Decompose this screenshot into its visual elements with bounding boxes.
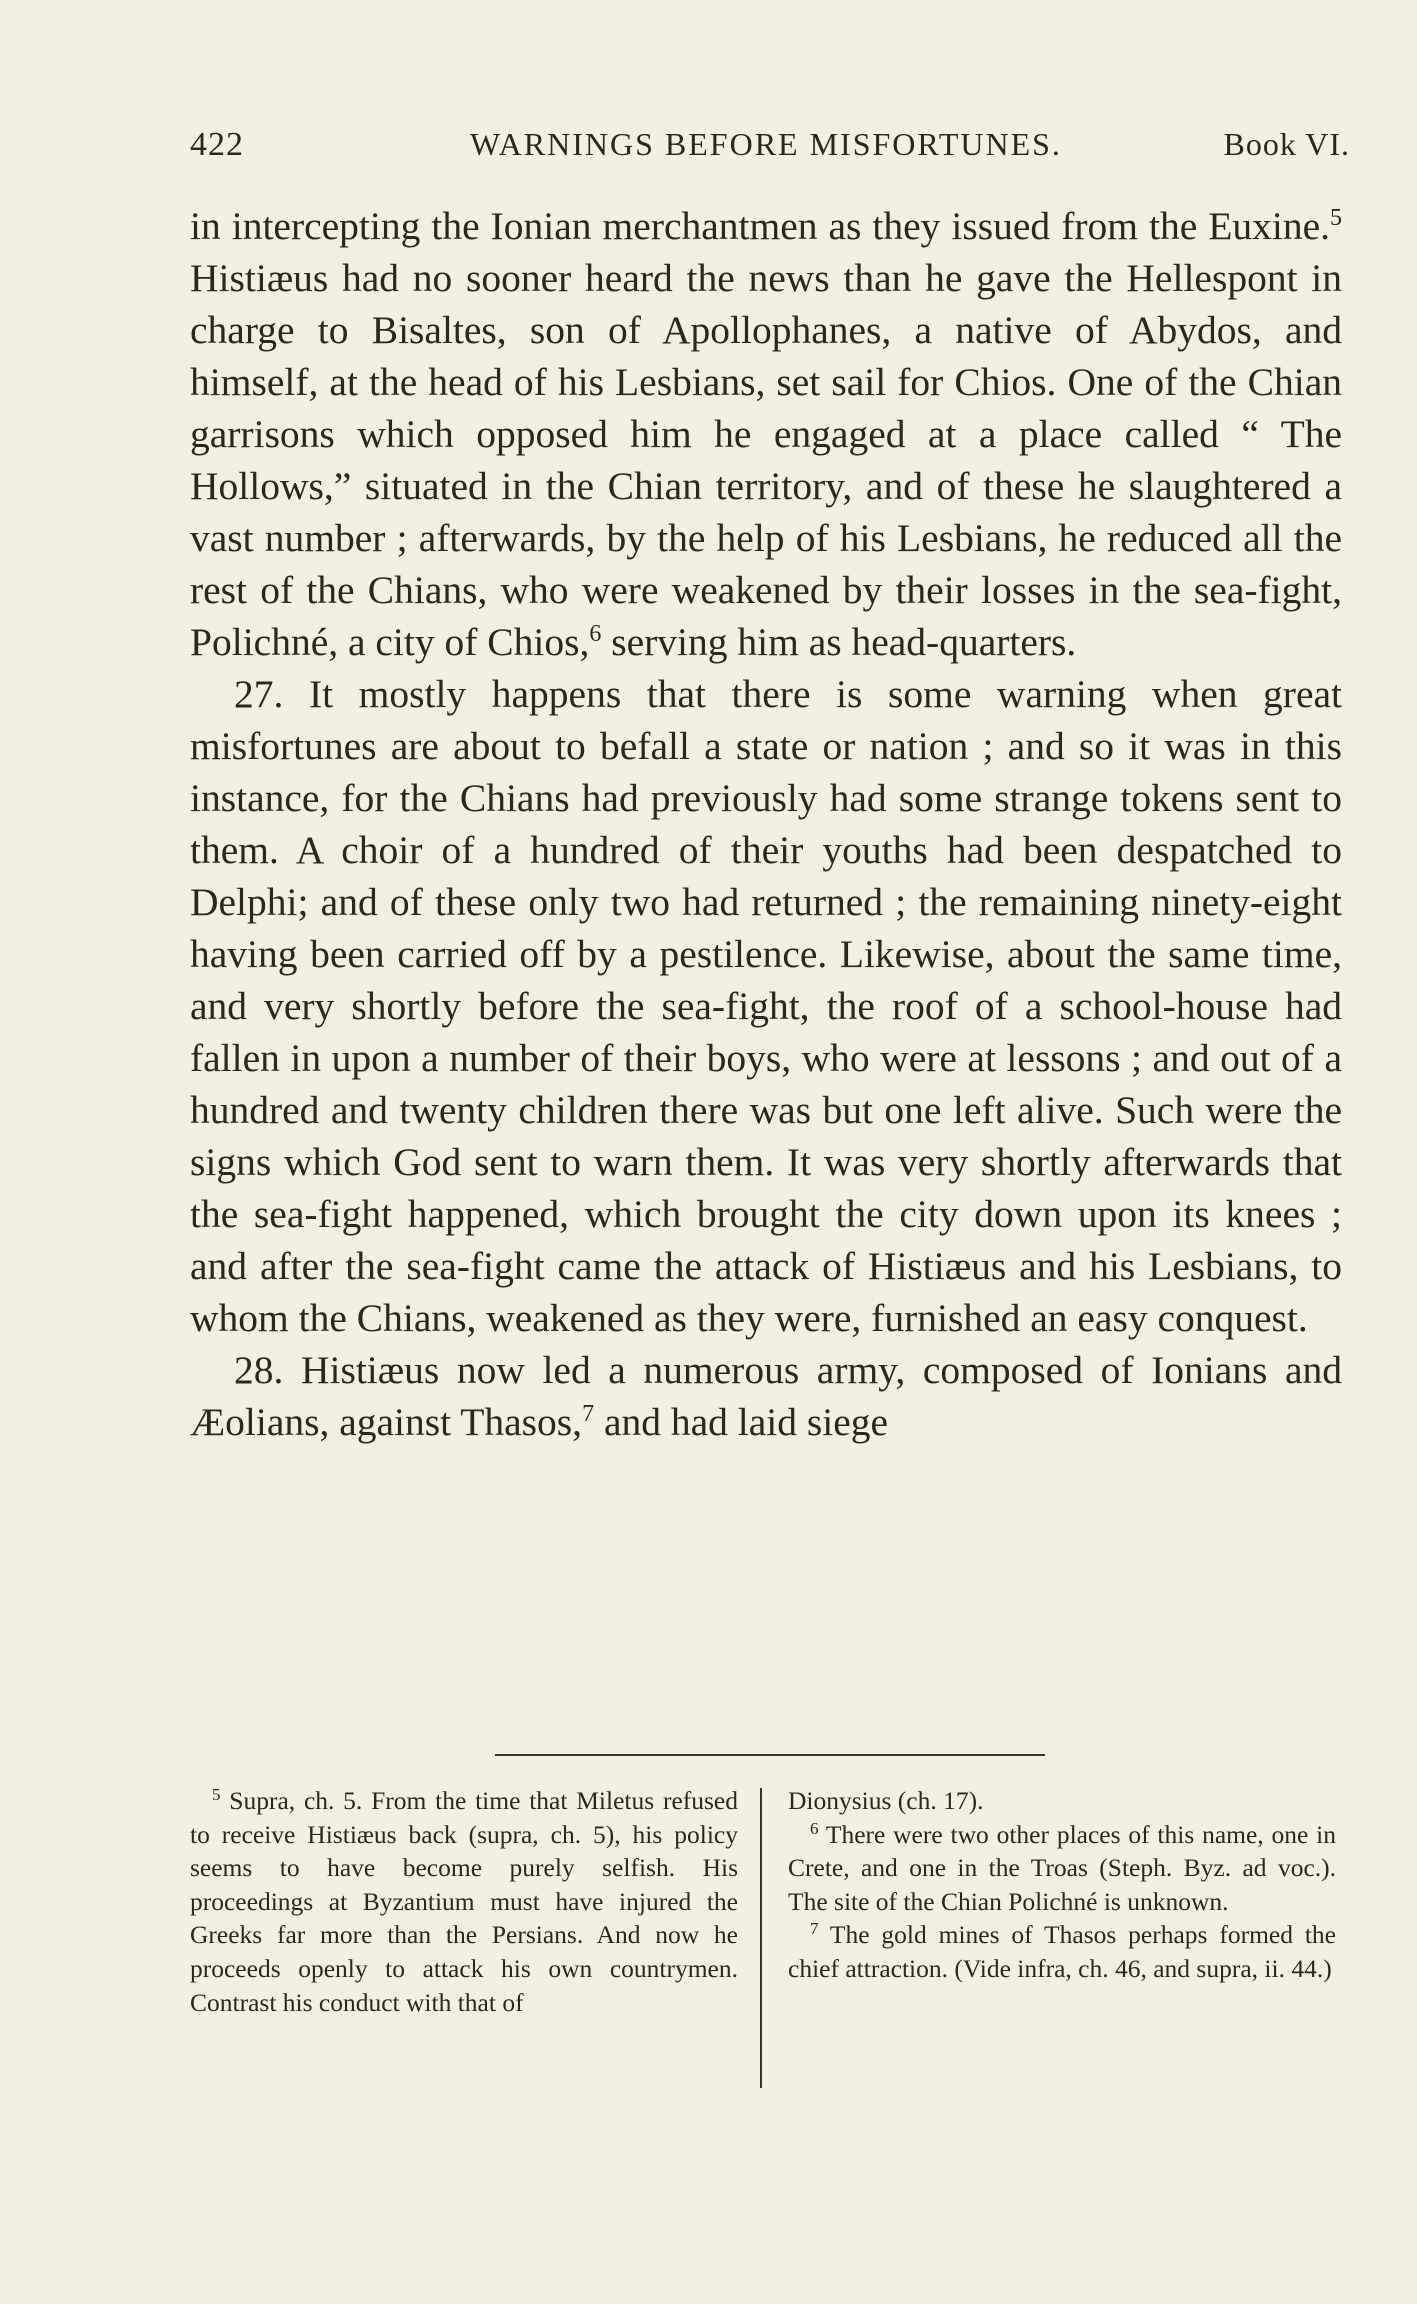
footnotes [190,1784,1342,2084]
footnote-5: $^5$ Supra, ch. 5. From the time that Miletus refused to receive Histiæus back (supra, ch. 5), his policy seems to have become purely selfish. His proceedings at Byzantium must have injured the Greeks far more than the Persians. And now he proceeds openly to attack his own countrymen. Contrast his conduct with that of [190,1785,738,2017]
footnote-ref-5: 5 [1330,205,1342,231]
footnote-6: $^6$ There were two other places of this name, one in Crete, and one in the Troas (Steph. Byz. ad voc.). The site of the Chian Polichné is unknown. [788,1818,1336,1916]
footnote-column-divider [760,1788,762,2088]
page-number: 422 [190,126,244,163]
footnote-ref-6: 6 [589,621,602,647]
paragraph-continuation: in intercepting the Ionian merchantmen as they issued from the Euxine.$^5$ Histiæus had no sooner heard the news than he gave the Hellespont in charge to Bisaltes, son of Apollophanes, a native of Abydos, and himself, at the head of his Lesbians, set sail for Chios. One of the Chian garrisons which opposed him he engaged at a place called “ The Hollows,” situated in the Chian territory, and of these he slaughtered a vast number ; afterwards, by the help of his Lesbians, he reduced all the rest of the Chians, who were weakened by their losses in the sea-fight, Polichné, a city of Chios,$^6$ serving him as head-quarters. [190,204,1342,664]
paragraph-28: 28. Histiæus now led a numerous army, composed of Ionians and Æolians, against Thasos,$^7$ and had laid siege [190,1348,1342,1444]
footnote-column-left [190,1784,738,2019]
footnote-7: $^7$ The gold mines of Thasos perhaps formed the chief attraction. (Vide infra, ch. 46, and supra, ii. 44.) [788,1919,1336,1983]
footnote-rule [495,1754,1045,1756]
main-text [190,200,1342,1448]
paragraph-27: 27. It mostly happens that there is some warning when great misfortunes are about to befall a state or nation ; and so it was in this instance, for the Chians had previously had some strange tokens sent to them. A choir of a hundred of their youths had been despatched to Delphi; and of these only two had returned ; the remaining ninety-eight having been carried off by a pestilence. Likewise, about the same time, and very shortly before the sea-fight, the roof of a school-house had fallen in upon a number of their boys, who were at lessons ; and out of a hundred and twenty children there was but one left alive. Such were the signs which God sent to warn them. It was very shortly afterwards that the sea-fight happened, which brought the city down upon its knees ; and after the sea-fight came the attack of Histiæus and his Lesbians, to whom the Chians, weakened as they were, furnished an easy conquest. [190,672,1342,1340]
footnote-column-right [788,1784,1336,1986]
footnote-ref-7: 7 [582,1401,595,1427]
book-label: Book VI. [1223,126,1350,162]
running-title: WARNINGS BEFORE MISFORTUNES. [470,126,1062,162]
footnote-5-continued: Dionysius (ch. 17). [788,1786,984,1815]
running-header [190,118,1350,168]
